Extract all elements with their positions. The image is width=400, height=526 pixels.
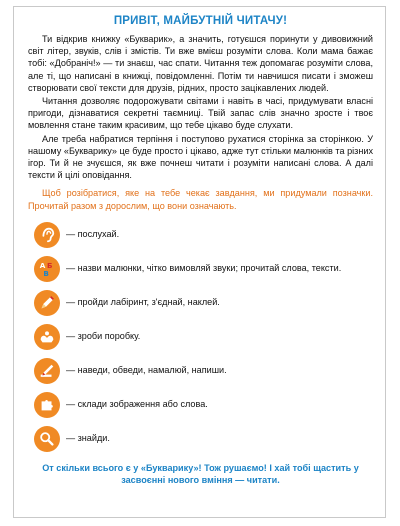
legend-item-listen	[34, 218, 373, 252]
brush-icon	[34, 358, 60, 384]
abc-letters-icon	[34, 256, 60, 282]
legend-text-read: — назви малюнки, чітко вимовляй звуки; прочитай слова, тексти.	[66, 263, 342, 274]
hands-icon	[34, 324, 60, 350]
legend-text-draw: — наведи, обведи, намалюй, напиши.	[66, 365, 227, 376]
legend-item-find	[34, 422, 373, 456]
ear-icon	[34, 222, 60, 248]
legend-text-compose: — склади зображення або слова.	[66, 399, 208, 410]
legend-text-craft: — зроби поробку.	[66, 331, 141, 342]
legend-intro: Щоб розібратися, яке на тебе чекає завдання, ми придумали позначки. Прочитай разом з дорослим, що вони означають.	[28, 188, 373, 211]
legend-item-maze	[34, 286, 373, 320]
page-title: ПРИВІТ, МАЙБУТНІЙ ЧИТАЧУ!	[113, 15, 288, 27]
paragraph-1: Ти відкрив книжку «Букварик», а значить, готуєшся поринути у дивовижний світ літер, звуків, слів і змістів. Ти вже вмієш розуміти слова. Коли мама бажає тобі: «Добраніч!» — ти знаєш, час спати. Читання теж допомагає розуміти слова, але ті, що написані в книжці, повідомленні. Потім ти навчишся писати і зможеш створювати свої тексти для друзів, рідних, просто зацікавлених людей.	[28, 34, 373, 93]
pencil-icon	[34, 290, 60, 316]
svg-text:A: A	[39, 260, 46, 270]
legend-item-read	[34, 252, 373, 286]
paragraph-2: Читання дозволяє подорожувати світами і навіть в часі, придумувати власні пригоди, дізнаватися секретні таємниці. Твій запас слів значно зросте і твоє мовлення стане таким красивим, що тебе цікаво буде слухати.	[28, 96, 373, 131]
legend-text-find: — знайди.	[66, 433, 110, 444]
legend-text-listen: — послухай.	[66, 229, 120, 240]
legend-item-craft	[34, 320, 373, 354]
closing-text: От скільки всього є у «Букварику»! Тож рушаємо! І хай тобі щастить у засвоєнні нового вміння — читати.	[42, 462, 359, 486]
puzzle-icon	[34, 392, 60, 418]
svg-text:В: В	[43, 269, 49, 278]
legend-item-compose	[34, 388, 373, 422]
page	[13, 6, 386, 518]
magnifier-icon	[34, 426, 60, 452]
legend-list	[28, 218, 373, 456]
svg-text:Б: Б	[47, 260, 53, 270]
legend-item-draw	[34, 354, 373, 388]
paragraph-3: Але треба набратися терпіння і поступово рухатися сторінка за сторінкою. У нашому «Букварику» це буде просто і цікаво, адже тут стільки малюнків та різних ігор. Ти й не зчуєшся, як вже почнеш читати і розуміти написані слова. А далі тексти й цілі оповідання.	[28, 133, 373, 181]
legend-text-maze: — пройди лабіринт, з'єднай, наклей.	[66, 297, 220, 308]
